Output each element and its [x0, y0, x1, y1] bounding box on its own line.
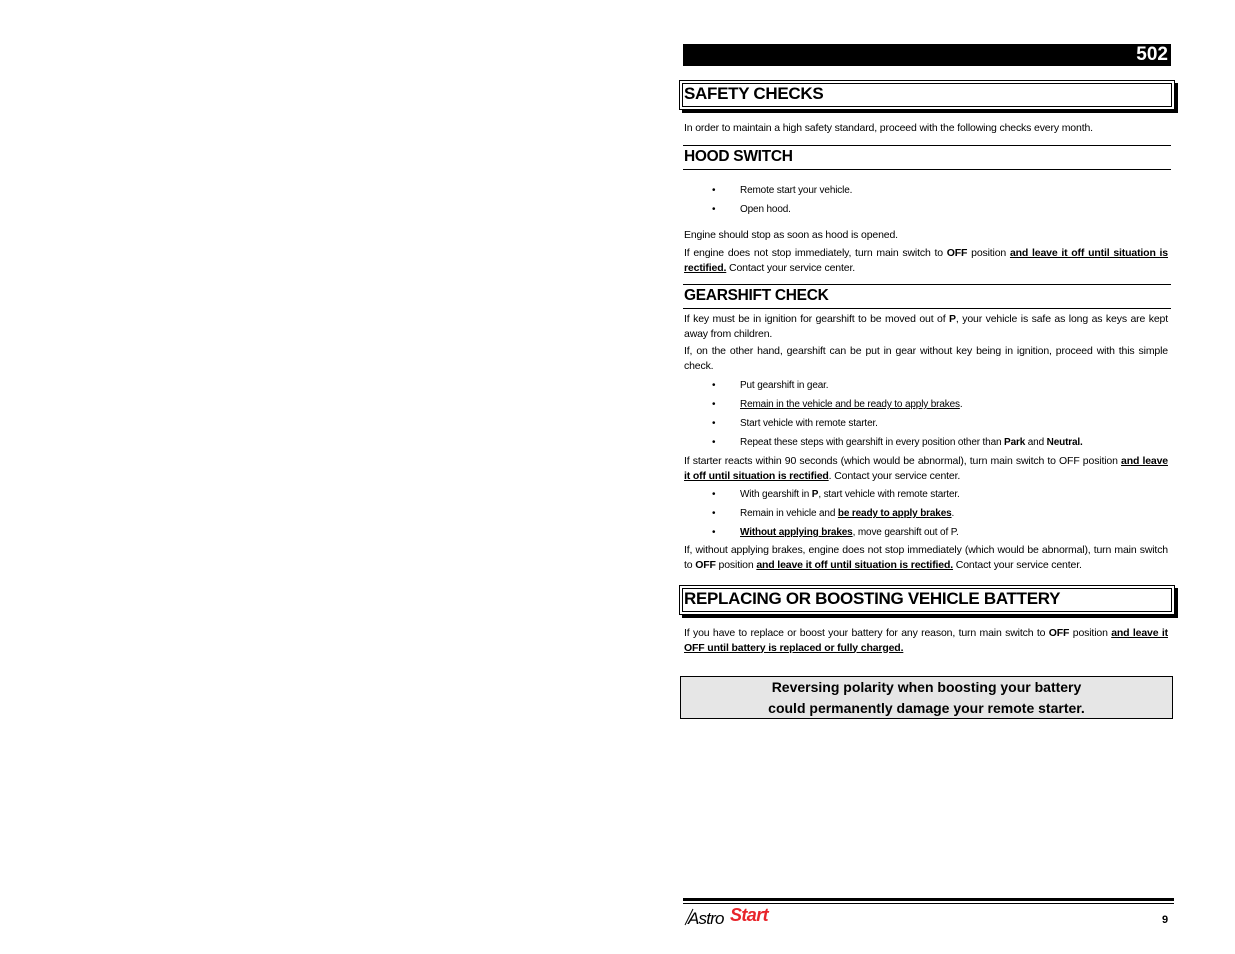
- bullet-icon: •: [712, 508, 716, 519]
- astrostart-logo: [684, 904, 784, 928]
- polarity-warning-box: [680, 676, 1173, 719]
- battery-heading: [679, 585, 1175, 615]
- battery-paragraph: If you have to replace or boost your battery for any reason, turn main switch to OFF position and leave it OFF until battery is replaced or fully charged.: [684, 627, 1168, 654]
- page-number: 9: [1162, 914, 1169, 926]
- bullet-icon: •: [712, 437, 716, 448]
- hood-paragraph-1: Engine should stop as soon as hood is opened.: [684, 229, 898, 241]
- safety-checks-heading: [679, 80, 1175, 110]
- model-number: 502: [1136, 44, 1168, 65]
- bullet-icon: •: [712, 489, 716, 500]
- warning-line-1: Reversing polarity when boosting your battery: [771, 679, 1082, 695]
- bullet-icon: •: [712, 204, 716, 215]
- bullet-icon: •: [712, 399, 716, 410]
- gearshift-check-title: GEARSHIFT CHECK: [684, 287, 829, 304]
- bullet-icon: •: [712, 527, 716, 538]
- gearshift-check-heading: [683, 284, 1171, 309]
- bullet-icon: •: [712, 380, 716, 391]
- bullet-icon: •: [712, 418, 716, 429]
- safety-checks-title: SAFETY CHECKS: [684, 84, 824, 103]
- hood-switch-heading: [683, 145, 1171, 170]
- gearshift-paragraph-1: If key must be in ignition for gearshift to be moved out of P, your vehicle is safe as long as keys are kept away from children.: [684, 313, 1168, 340]
- bullet-icon: •: [712, 185, 716, 196]
- warning-line-2: could permanently damage your remote starter.: [768, 700, 1085, 716]
- logo-start-text: Start: [730, 905, 769, 925]
- footer-rule: [683, 898, 1174, 901]
- hood-switch-title: HOOD SWITCH: [684, 148, 793, 165]
- model-header-bar: [683, 44, 1171, 66]
- gearshift-paragraph-4: If, without applying brakes, engine does not stop immediately (which would be abnormal), turn main switch to OFF position and leave it off until situation is rectified. Contact your service center.: [684, 544, 1168, 571]
- gearshift-paragraph-2: If, on the other hand, gearshift can be put in gear without key being in ignition, proceed with this simple check.: [684, 345, 1168, 372]
- safety-intro: In order to maintain a high safety standard, proceed with the following checks every month.: [684, 122, 1093, 134]
- hood-paragraph-2: If engine does not stop immediately, turn main switch to OFF position and leave it off until situation is rectified. Contact your service center.: [684, 247, 1168, 274]
- gearshift-paragraph-3: If starter reacts within 90 seconds (which would be abnormal), turn main switch to OFF position and leave it off until situation is rectified. Contact your service center.: [684, 455, 1168, 482]
- logo-astro-text: Astro: [688, 909, 724, 928]
- battery-title: REPLACING OR BOOSTING VEHICLE BATTERY: [684, 589, 1061, 608]
